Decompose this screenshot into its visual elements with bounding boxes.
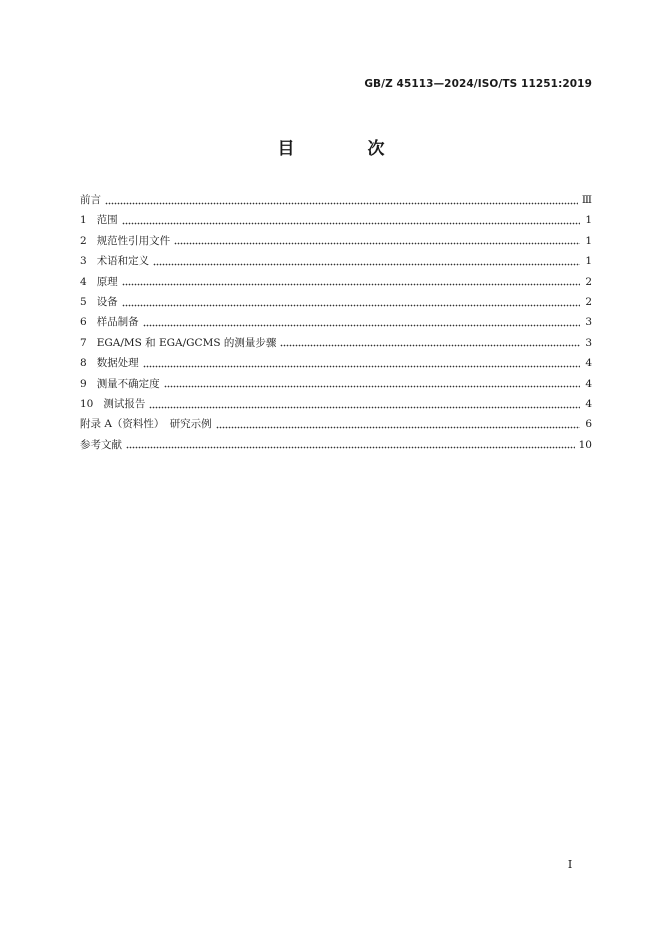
toc-entry-number: 2 [80, 234, 87, 247]
toc-entry-test-report[interactable] [80, 394, 592, 414]
toc-entry-label: 规范性引用文件 [96, 234, 171, 247]
toc-entry-number: 6 [80, 316, 87, 329]
toc-entry-label: 范围 [96, 214, 118, 227]
toc-entry-label: EGA/MS 和 EGA/GCMS 的测量步骤 [96, 336, 277, 349]
toc-entry-data-processing[interactable] [80, 353, 592, 373]
toc-entry-number: 1 [80, 214, 87, 227]
toc-entry-scope[interactable] [80, 210, 592, 230]
toc-entry-page: 4 [585, 377, 592, 390]
toc-entry-page: 2 [585, 275, 592, 288]
toc-entry-label: 设备 [96, 295, 118, 308]
toc-entry-page: 3 [585, 336, 592, 349]
toc-leader-dots [143, 365, 580, 368]
toc-leader-dots [122, 222, 580, 225]
toc-entry-measurement-uncertainty[interactable] [80, 374, 592, 394]
toc-leader-dots [216, 426, 580, 429]
toc-leader-dots [164, 385, 580, 388]
toc-entry-page: 1 [585, 255, 592, 268]
toc-entry-page: Ⅲ [581, 194, 592, 206]
toc-entry-page: 2 [585, 295, 592, 308]
toc-leader-dots [126, 446, 575, 449]
toc-entry-page: 3 [585, 316, 592, 329]
toc-entry-bibliography[interactable] [80, 435, 592, 455]
page-title: 目 次 [277, 139, 413, 159]
toc-entry-label: 原理 [96, 275, 118, 288]
toc-entry-label: 测量不确定度 [96, 377, 160, 390]
toc-entry-number: 9 [80, 377, 87, 390]
toc-entry-page: 6 [585, 418, 592, 431]
toc-entry-annex-a[interactable] [80, 414, 592, 434]
page-number: Ⅰ [567, 858, 573, 871]
toc-entry-sample-preparation[interactable] [80, 312, 592, 332]
toc-entry-normative-references[interactable] [80, 231, 592, 251]
toc-leader-dots [153, 263, 580, 266]
toc-leader-dots [122, 304, 580, 307]
toc-entry-number: 10 [80, 397, 94, 410]
table-of-contents [80, 190, 592, 455]
toc-entry-number: 3 [80, 255, 87, 268]
toc-entry-number: 4 [80, 275, 87, 288]
toc-entry-page: 1 [585, 234, 592, 247]
toc-leader-dots [149, 406, 580, 409]
toc-entry-label: 样品制备 [96, 316, 139, 329]
toc-entry-foreword[interactable] [80, 190, 592, 210]
toc-entry-label: 附录 A（资料性） 研究示例 [80, 418, 212, 431]
toc-entry-principle[interactable] [80, 272, 592, 292]
toc-entry-page: 1 [585, 214, 592, 227]
toc-entry-page: 4 [585, 357, 592, 370]
toc-entry-label: 参考文献 [80, 438, 122, 451]
toc-entry-number: 7 [80, 336, 87, 349]
toc-entry-page: 10 [578, 438, 592, 451]
standard-number: GB/Z 45113—2024/ISO/TS 11251:2019 [364, 78, 592, 90]
toc-leader-dots [174, 242, 580, 245]
toc-entry-number: 8 [80, 357, 87, 370]
toc-entry-apparatus[interactable] [80, 292, 592, 312]
toc-leader-dots [280, 344, 580, 347]
toc-leader-dots [105, 202, 578, 205]
toc-leader-dots [143, 324, 580, 327]
toc-entry-label: 数据处理 [96, 357, 139, 370]
toc-leader-dots [122, 283, 580, 286]
toc-entry-number: 5 [80, 295, 87, 308]
toc-entry-label: 术语和定义 [96, 255, 150, 268]
toc-entry-label: 测试报告 [103, 397, 146, 410]
toc-entry-measurement-procedure[interactable] [80, 333, 592, 353]
toc-entry-page: 4 [585, 397, 592, 410]
toc-entry-label: 前言 [80, 194, 101, 206]
toc-entry-terms-and-definitions[interactable] [80, 251, 592, 271]
